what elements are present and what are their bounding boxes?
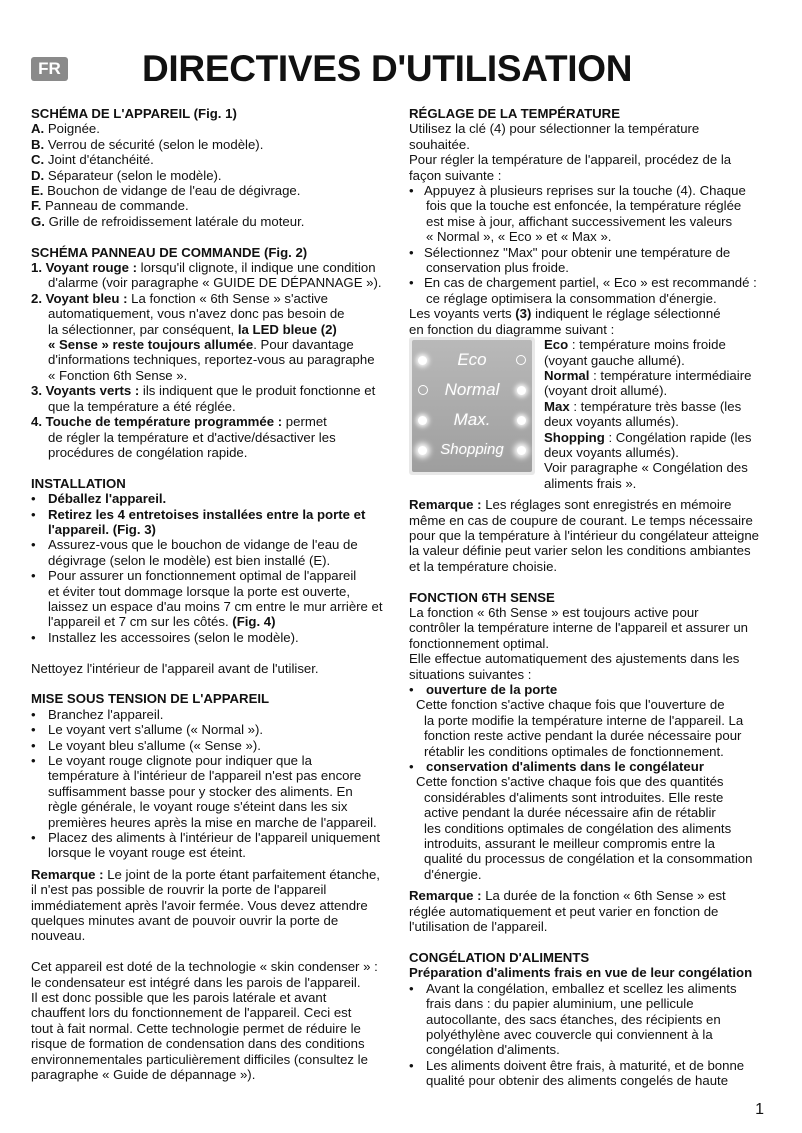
schema-item: C. Joint d'étanchéité. (31, 152, 154, 168)
list-item: • Sélectionnez "Max" pour obtenir une température de conservation plus froide. (409, 244, 731, 276)
list-item: • Le voyant rouge clignote pour indiquer que la température à l'intérieur de l'appareil n'est pas encore suffisamment basse pour y stocker des aliments. En règle générale, le voyant rouge s'éteint dans les six premières heures après la mise en marche de l'appareil. (31, 753, 377, 830)
paragraph: Elle effectue automatiquement des ajustements dans les (409, 651, 740, 667)
paragraph: contrôler la température interne de l'appareil et assurer un (409, 620, 748, 636)
power-heading: MISE SOUS TENSION DE L'APPAREIL (31, 691, 270, 707)
panel-diagram-row (409, 337, 775, 491)
list-item: • Le voyant vert s'allume (« Normal »). (31, 722, 264, 738)
panel-item-1: 1. Voyant rouge : lorsqu'il clignote, il indique une condition d'alarme (voir paragraphe « GUIDE DE DÉPANNAGE »). (31, 260, 382, 291)
panel-row-normal: Normal (409, 375, 535, 405)
schema-item: F. Panneau de commande. (31, 198, 189, 214)
right-column (409, 106, 775, 1089)
paragraph: Pour régler la température de l'appareil, procédez de la (409, 152, 732, 168)
panel-legend: Eco : température moins froide (voyant gauche allumé). Normal : température intermédiaire (voyant droit allumé). Max : température très basse (les deux voyants allumés). Shopping : Congélation rapide (les deux voyants allumés). Voir paragraphe « Congélation des aliments frais ». (544, 337, 752, 491)
list-item: • ouverture de la porte (409, 682, 558, 698)
page-title: DIRECTIVES D'UTILISATION (142, 48, 633, 89)
led-left-on (418, 356, 427, 365)
temperature-heading: RÉGLAGE DE LA TEMPÉRATURE (409, 106, 621, 121)
panel-item-3: 3. Voyants verts : ils indiquent que le produit fonctionne et que la température a été réglée. (31, 383, 376, 414)
led-left-on (418, 416, 427, 425)
list-item: • Pour assurer un fonctionnement optimal de l'appareil et éviter tout dommage lorsque la porte est ouverte, laissez un espace d'au moins 7 cm entre le mur arrière et l'appareil et 7 cm sur les côtés. (Fig. 4) (31, 568, 383, 630)
list-item: • Assurez-vous que le bouchon de vidange de l'eau de dégivrage (selon le modèle) est bien installé (E). (31, 537, 358, 568)
list-item: • Branchez l'appareil. (31, 706, 164, 722)
schema-item: A. Poignée. (31, 121, 100, 137)
list-item: • Avant la congélation, emballez et scellez les aliments frais dans : du papier aluminium, une pellicule autocollante, des sacs étanches, des récipients en polyéthylène avec couvercle qui conviennent à la congélation d'aliments. (409, 980, 737, 1058)
language-badge: FR (31, 57, 68, 81)
panel-row-shopping: Shopping (409, 435, 535, 465)
page-number: 1 (755, 1101, 764, 1118)
panel-row-max: Max. (409, 405, 535, 435)
freezing-subheading: Préparation d'aliments frais en vue de leur congélation (409, 965, 753, 981)
list-item: • Placez des aliments à l'intérieur de l'appareil uniquement lorsque le voyant rouge est éteint. (31, 830, 380, 861)
list-item: • Installez les accessoires (selon le modèle). (31, 629, 299, 645)
schema-item: G. Grille de refroidissement latérale du moteur. (31, 213, 305, 229)
paragraph: La fonction « 6th Sense » est toujours active pour (409, 604, 699, 620)
list-item: • Déballez l'appareil. (31, 491, 167, 507)
list-item: • conservation d'aliments dans le congélateur (409, 759, 704, 775)
paragraph: Utilisez la clé (4) pour sélectionner la température (409, 121, 700, 137)
sense-heading: FONCTION 6TH SENSE (409, 589, 555, 605)
led-right-blink (517, 446, 526, 455)
schema-heading: SCHÉMA DE L'APPAREIL (Fig. 1) (31, 106, 237, 121)
paragraph: en fonction du diagramme suivant : (409, 321, 615, 337)
skin-condenser-note: Cet appareil est doté de la technologie « skin condenser » : le condensateur est intégré dans les parois de l'appareil. Il est donc possible que les parois latérale et avant chauffent lors du fonctionnement de l'appareil. Ceci est tout à fait normal. Cette technologie permet de réduire le risque de formation de condensation dans des conditions environnementales particulièrement difficiles (consultez le paragraphe « Guide de dépannage »). (31, 959, 378, 1083)
list-item: • Appuyez à plusieurs reprises sur la touche (4). Chaque fois que la touche est enfoncée, la température réglée est mise à jour, affichant successivement les valeurs « Normal », « Eco » et « Max ». (409, 183, 746, 245)
installation-heading: INSTALLATION (31, 475, 126, 491)
led-right-on (517, 416, 526, 425)
led-right-on (517, 386, 526, 395)
schema-item: D. Séparateur (selon le modèle). (31, 167, 222, 183)
paragraph: situations suivantes : (409, 666, 532, 682)
list-item: • Retirez les 4 entretoises installées entre la porte et l'appareil. (Fig. 3) (31, 506, 366, 537)
clean-note: Nettoyez l'intérieur de l'appareil avant de l'utiliser. (31, 660, 319, 676)
schema-item: B. Verrou de sécurité (selon le modèle). (31, 136, 264, 152)
paragraph: façon suivante : (409, 167, 502, 183)
panel-heading: SCHÉMA PANNEAU DE COMMANDE (Fig. 2) (31, 244, 308, 260)
food-storage-text: Cette fonction s'active chaque fois que des quantités considérables d'aliments sont introduites. Elle reste active pendant la durée nécessaire afin de rétablir les conditions optimales de congélation des aliments introduits, assurant le meilleur compromis entre la qualité du processus de congélation et la consommation d'énergie. (416, 774, 753, 882)
door-remark: Remarque : Le joint de la porte étant parfaitement étanche, il n'est pas possible de rouvrir la porte de l'appareil immédiatement après l'avoir fermée. Vous devez attendre quelques minutes avant de pouvoir ouvrir la porte de nouveau. (31, 866, 380, 944)
list-item: • En cas de chargement partiel, « Eco » est recommandé : ce réglage optimisera la consommation d'énergie. (409, 275, 757, 306)
led-left-blink (418, 446, 427, 455)
paragraph: Les voyants verts (3) indiquent le réglage sélectionné (409, 306, 721, 322)
schema-list (31, 121, 395, 229)
list-item: • Le voyant bleu s'allume (« Sense »). (31, 737, 261, 753)
control-panel-diagram (409, 337, 535, 475)
door-opening-text: Cette fonction s'active chaque fois que l'ouverture de la porte modifie la température interne de l'appareil. La fonction reste active pendant la durée nécessaire pour rétablir les conditions optimales de fonctionnement. (416, 697, 744, 759)
freezing-heading: CONGÉLATION D'ALIMENTS (409, 949, 590, 965)
left-column (31, 106, 395, 1083)
schema-item: E. Bouchon de vidange de l'eau de dégivrage. (31, 183, 301, 199)
sense-remark: Remarque : La durée de la fonction « 6th Sense » est réglée automatiquement et peut varier en fonction de l'utilisation de l'appareil. (409, 888, 726, 935)
panel-item-4: 4. Touche de température programmée : permet de régler la température et d'active/désactiver les procédures de congélation rapide. (31, 414, 336, 460)
paragraph: fonctionnement optimal. (409, 635, 550, 651)
paragraph: souhaitée. (409, 136, 470, 152)
panel-row-eco: Eco (409, 345, 535, 375)
panel-item-2: 2. Voyant bleu : La fonction « 6th Sense » s'active automatiquement, vous n'avez donc pas besoin de la sélectionner, par conséquent, la LED bleue (2) « Sense » reste toujours allumée. Pour davantage d'informations techniques, reportez-vous au paragraphe « Fonction 6th Sense ». (31, 290, 375, 383)
memory-remark: Remarque : Les réglages sont enregistrés en mémoire même en cas de coupure de courant. Le temps nécessaire pour que la température à l'intérieur du congélateur atteigne la valeur définie peut varier selon les conditions ambiantes et la température choisie. (409, 497, 760, 574)
list-item: • Les aliments doivent être frais, à maturité, et de bonne qualité pour obtenir des aliments congelés de haute (409, 1057, 745, 1089)
